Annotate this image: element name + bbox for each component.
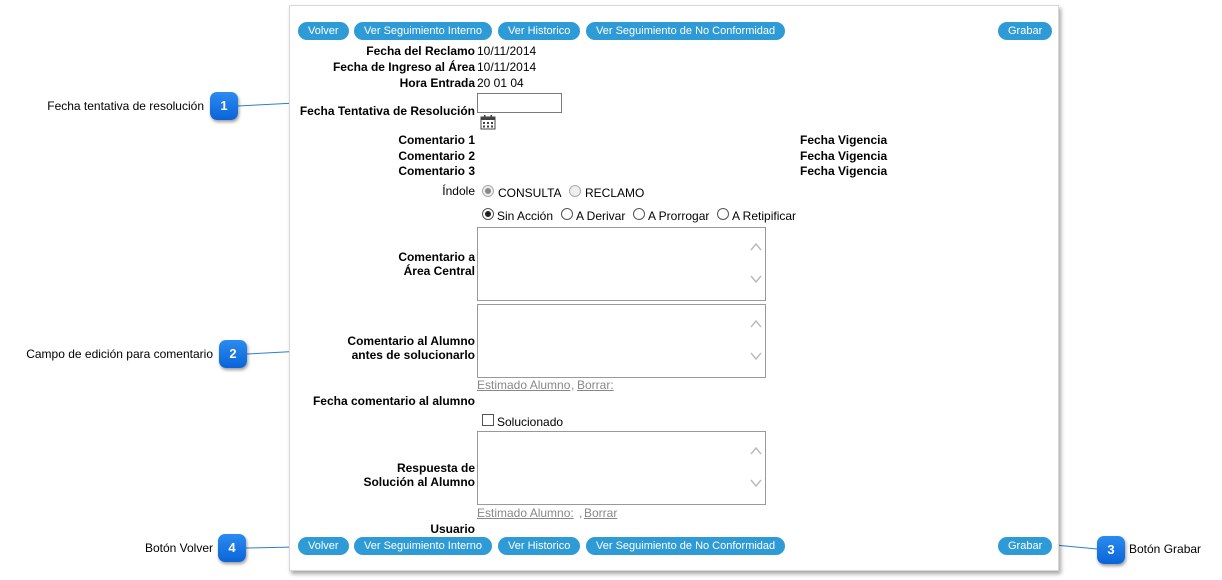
grabar-button-bottom[interactable]: Grabar [998,537,1052,555]
estimado-alumno-link-2[interactable]: Estimado Alumno: [477,506,574,520]
seguimiento-interno-button-bottom[interactable]: Ver Seguimiento Interno [354,537,492,555]
callout-4-badge: 4 [218,534,246,562]
reclamo-radio[interactable] [569,185,581,197]
link-separator: , [571,378,575,392]
a-retipificar-radio[interactable] [717,208,729,220]
comentario-alumno-label-line1: Comentario al Alumno [347,334,475,348]
fecha-vigencia-1-label: Fecha Vigencia [800,133,888,147]
comentario-alumno-textarea[interactable] [477,304,766,378]
scroll-down-icon[interactable] [750,274,762,284]
fecha-tentativa-label: Fecha Tentativa de Resolución [299,104,475,118]
volver-button-bottom[interactable]: Volver [298,537,349,555]
scroll-up-icon[interactable] [750,242,762,252]
respuesta-textarea[interactable] [477,431,766,505]
comentario-alumno-scrollbar[interactable] [747,305,765,377]
borrar-link[interactable]: Borrar: [577,378,614,392]
fecha-comentario-label: Fecha comentario al alumno [312,394,475,408]
fecha-ingreso-label: Fecha de Ingreso al Área [332,60,475,74]
a-prorrogar-radio[interactable] [633,208,645,220]
consulta-label: CONSULTA [498,186,562,200]
callout-4-text: Botón Volver [144,541,213,555]
fecha-vigencia-2-label: Fecha Vigencia [800,149,888,163]
callout-3-badge: 3 [1097,536,1125,564]
respuesta-label [363,461,475,489]
fecha-reclamo-value: 10/11/2014 [477,44,537,58]
indole-label: Índole [442,184,475,198]
fecha-reclamo-label: Fecha del Reclamo [366,44,475,58]
callout-1-text: Fecha tentativa de resolución [47,99,204,113]
callout-1-badge: 1 [210,92,238,120]
comentario-alumno-label [347,334,475,362]
comentario-area-label [398,250,475,278]
comentario-3-label: Comentario 3 [398,164,475,178]
solucionado-checkbox[interactable] [482,414,494,426]
fecha-vigencia-3-label: Fecha Vigencia [800,164,888,178]
comentario-area-scrollbar[interactable] [747,228,765,300]
respuesta-label-line2: Solución al Alumno [363,475,475,489]
respuesta-scrollbar[interactable] [747,432,765,504]
comentario-area-label-line2: Área Central [403,264,475,278]
historico-button-bottom[interactable]: Ver Historico [498,537,580,555]
no-conformidad-button-top[interactable]: Ver Seguimiento de No Conformidad [586,22,785,40]
comentario-area-label-line1: Comentario a [398,250,475,264]
scroll-down-icon[interactable] [750,478,762,488]
callout-2-badge: 2 [219,340,247,368]
scroll-up-icon[interactable] [750,446,762,456]
reclamo-label: RECLAMO [585,186,645,200]
borrar-link-2[interactable]: Borrar [584,506,618,520]
consulta-radio[interactable] [482,185,494,197]
scroll-up-icon[interactable] [750,319,762,329]
usuario-label: Usuario [430,522,475,536]
a-prorrogar-label: A Prorrogar [648,209,710,223]
estimado-alumno-link[interactable]: Estimado Alumno [477,378,571,392]
a-retipificar-label: A Retipificar [732,209,797,223]
respuesta-label-line1: Respuesta de [396,461,475,475]
grabar-button-top[interactable]: Grabar [998,22,1052,40]
volver-button-top[interactable]: Volver [298,22,349,40]
hora-entrada-value: 20 01 04 [477,76,524,90]
fecha-ingreso-value: 10/11/2014 [477,60,537,74]
link-separator-2: , [579,506,583,520]
seguimiento-interno-button-top[interactable]: Ver Seguimiento Interno [354,22,492,40]
sin-accion-label: Sin Acción [497,209,554,223]
comentario-area-textarea[interactable] [477,227,766,301]
a-derivar-label: A Derivar [576,209,626,223]
hora-entrada-label: Hora Entrada [399,76,475,90]
no-conformidad-button-bottom[interactable]: Ver Seguimiento de No Conformidad [586,537,785,555]
fecha-tentativa-input[interactable] [477,93,562,113]
historico-button-top[interactable]: Ver Historico [498,22,580,40]
sin-accion-radio[interactable] [482,208,494,220]
comentario-1-label: Comentario 1 [398,133,475,147]
callout-3-text: Botón Grabar [1129,542,1202,556]
solucionado-label: Solucionado [497,415,564,429]
comentario-2-label: Comentario 2 [398,149,475,163]
scroll-down-icon[interactable] [750,351,762,361]
calendar-icon[interactable] [480,114,496,130]
callout-2-text: Campo de edición para comentario [26,347,213,361]
comentario-alumno-label-line2: antes de solucionarlo [351,348,475,362]
a-derivar-radio[interactable] [561,208,573,220]
